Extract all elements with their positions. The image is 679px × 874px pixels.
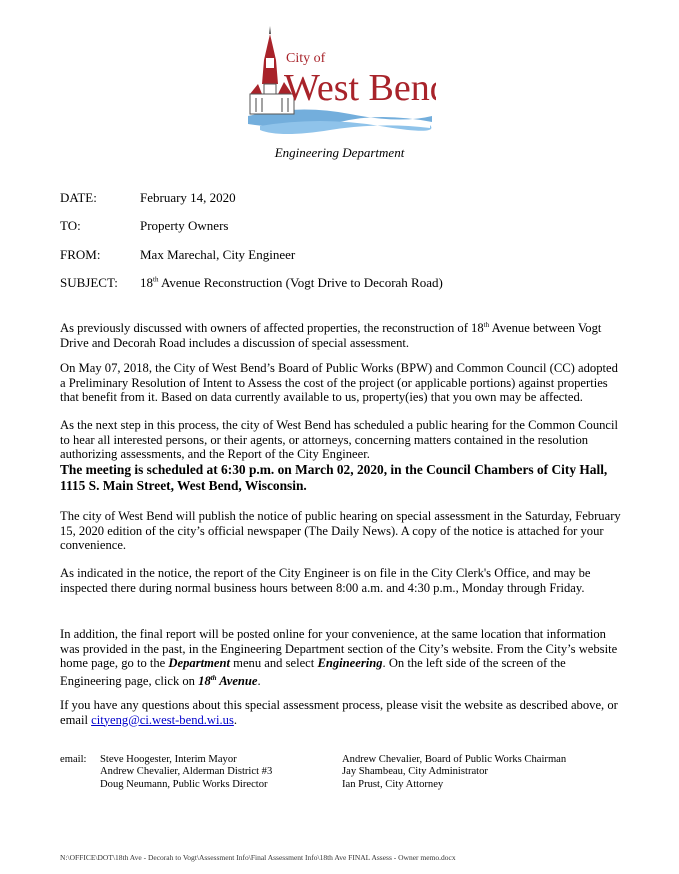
svg-text:West Bend: West Bend <box>284 67 436 109</box>
city-hall-logo-icon <box>240 24 436 134</box>
paragraph-report: As indicated in the notice, the report of the City Engineer is on file in the City Clerk's Office, and may be inspected there during normal business hours between 8:00 a.m. and 4:30 p.m., Monday through Friday. <box>60 566 591 595</box>
cc-list-left: Steve Hoogester, Interim Mayor Andrew Chevalier, Alderman District #3 Doug Neumann, Public Works Director <box>100 754 273 790</box>
paragraph-hearing: As the next step in this process, the city of West Bend has scheduled a public hearing for the Common Council to hear all interested persons, or their agents, or attorneys, concerning matters contained in the resolution authorizing assessments, and the Report of the City Engineer. The meeting is scheduled at 6:30 p.m. on March 02, 2020, in the Council Chambers of City Hall, 1115 S. Main Street, West Bend, Wisconsin. <box>60 418 626 494</box>
paragraph-contact: If you have any questions about this special assessment process, please visit the website as described above, or email cityeng@ci.west-bend.wi.us. <box>60 698 618 727</box>
file-path-footer: N:\OFFICE\DOT\18th Ave - Decorah to Vogt\Assessment Info\Final Assessment Info\18th Ave FINAL Assess - Owner memo.docx <box>60 853 456 862</box>
memo-subject: SUBJECT: 18th Avenue Reconstruction (Vogt Drive to Decorah Road) <box>60 275 443 290</box>
memo-date: DATE: February 14, 2020 <box>60 190 236 205</box>
cc-label: email: <box>60 754 87 765</box>
svg-text:City of: City of <box>286 51 326 66</box>
paragraph-publication: The city of West Bend will publish the notice of public hearing on special assessment in the Saturday, February 15, 2020 edition of the city’s official newspaper (The Daily News). A copy of the notice is attached for your convenience. <box>60 509 621 553</box>
cc-list-right: Andrew Chevalier, Board of Public Works Chairman Jay Shambeau, City Administrator Ian Prust, City Attorney <box>342 754 567 790</box>
paragraph-online: In addition, the final report will be posted online for your convenience, at the same location that information was provided in the past, in the Engineering Department section of the City’s website. From the City’s website home page, go to the Department menu and select Engineering. On the left side of the screen of the Engineering page, click on 18th Avenue. <box>60 627 618 688</box>
department-title: Engineering Department <box>274 145 405 160</box>
email-link[interactable]: cityeng@ci.west-bend.wi.us <box>91 712 234 727</box>
memo-from: FROM: Max Marechal, City Engineer <box>60 247 296 262</box>
paragraph-resolution: On May 07, 2018, the City of West Bend’s Board of Public Works (BPW) and Common Council (CC) adopted a Preliminary Resolution of Intent to Assess the cost of the project (or applicable portions) against properties that benefit from it. Based on data currently available to us, property(ies) that you own may be affected. <box>60 361 618 405</box>
meeting-notice: The meeting is scheduled at 6:30 p.m. on March 02, 2020, in the Council Chambers of City Hall, 1115 S. Main Street, West Bend, Wisconsin. <box>60 461 608 493</box>
city-logo <box>240 24 436 134</box>
memo-to: TO: Property Owners <box>60 218 229 233</box>
paragraph-intro: As previously discussed with owners of affected properties, the reconstruction of 18th Avenue between Vogt Drive and Decorah Road includes a discussion of special assessment. <box>60 321 602 350</box>
